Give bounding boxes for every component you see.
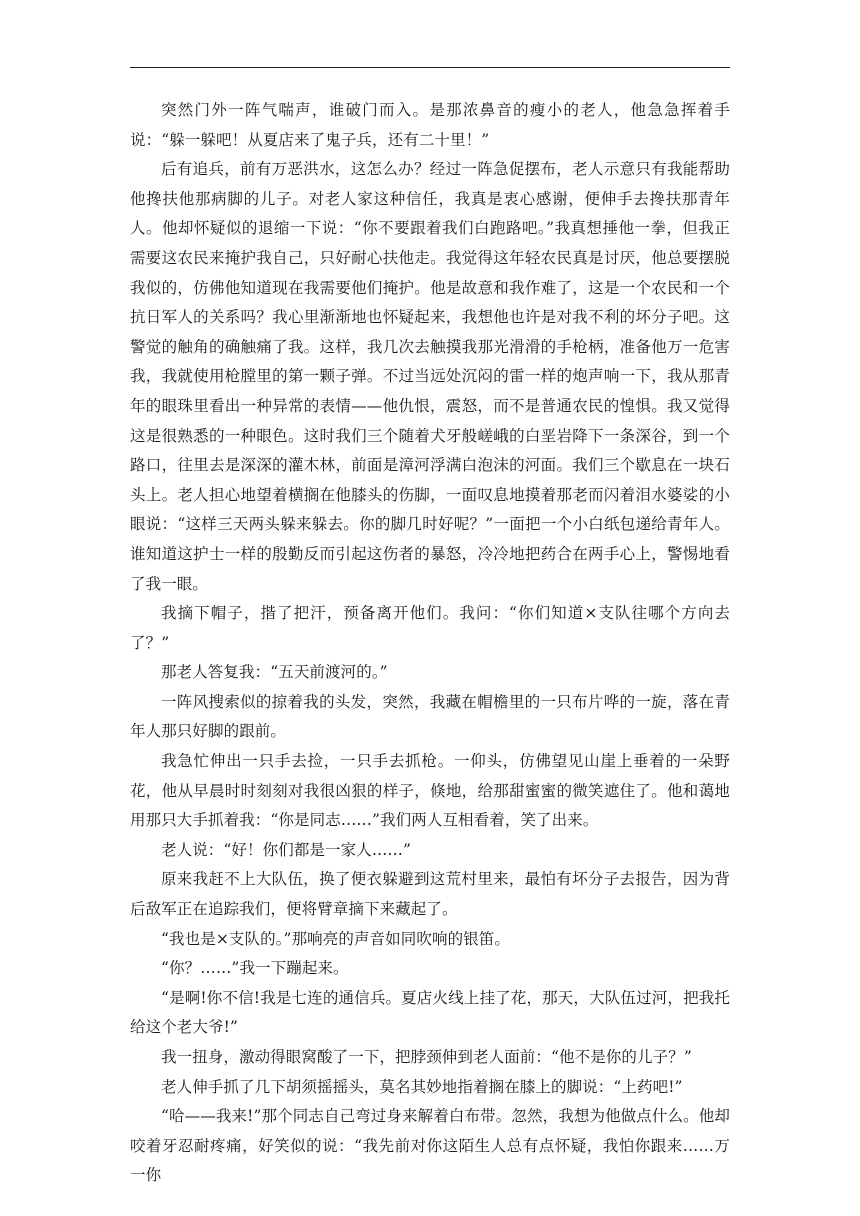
paragraph: “哈——我来!”那个同志自己弯过身来解着白布带。忽然，我想为他做点什么。他却咬着牙忍耐疼痛，好笑似的说：“我先前对你这陌生人总有点怀疑，我怕你跟来……万一你 [130,1107,730,1185]
article-body [130,96,730,1191]
paragraph: 那老人答复我：“五天前渡河的。” [161,663,388,682]
paragraph: “是啊!你不信!我是七连的通信兵。夏店火线上挂了花，那天，大队伍过河，把我托给这个老大爷!” [130,988,730,1037]
paragraph: 我一扭身，激动得眼窝酸了一下，把脖颈伸到老人面前：“他不是你的儿子？” [161,1048,692,1066]
paragraph: 我急忙伸出一只手去捡，一只手去抓枪。一仰头，仿佛望见山崖上垂着的一朵野花，他从早晨时时刻刻对我很凶狠的样子，倏地，给那甜蜜蜜的微笑遮住了。他和蔼地用那只大手抓着我：“你是同志……”我们两人互相看着，笑了出来。 [130,752,730,830]
paragraph: “你？……”我一下蹦起来。 [161,959,349,978]
paragraph: 一阵风搜索似的掠着我的头发，突然，我藏在帽檐里的一只布片哗的一旋，落在青年人那只好脚的跟前。 [130,692,730,741]
header-rule [130,67,730,68]
paragraph: “我也是×支队的。”那响亮的声音如同吹响的银笛。 [161,929,510,948]
paragraph: 突然门外一阵气喘声，谁破门而入。是那浓鼻音的瘦小的老人，他急急挥着手说：“躲一躲吧！从夏店来了鬼子兵，还有二十里！” [130,101,730,149]
paragraph: 我摘下帽子，揩了把汗，预备离开他们。我问：“你们知道×支队往哪个方向去了？” [130,604,730,652]
paragraph: 原来我赶不上大队伍，换了便衣躲避到这荒村里来，最怕有坏分子去报告，因为背后敌军正在追踪我们，便将臂章摘下来藏起了。 [130,870,730,919]
paragraph: 老人说：“好！你们都是一家人……” [161,840,412,859]
paragraph: 后有追兵，前有万恶洪水，这怎么办？经过一阵急促摆布，老人示意只有我能帮助他搀扶他那病脚的儿子。对老人家这种信任，我真是衷心感谢，便伸手去搀扶那青年人。他却怀疑似的退缩一下说：“你不要跟着我们白跑路吧。”我真想捶他一拳，但我正需要这农民来掩护我自己，只好耐心扶他走。我觉得这年轻农民真是讨厌，他总要摆脱我似的，仿佛他知道现在我需要他们掩护。他是故意和我作难了，这是一个农民和一个抗日军人的关系吗？我心里渐渐地也怀疑起来，我想他也许是对我不利的坏分子吧。这警觉的触角的确触痛了我。这样，我几次去触摸我那光滑滑的手枪柄，准备他万一危害我，我就使用枪膛里的第一颗子弹。不过当远处沉闷的雷一样的炮声响一下，我从那青年的眼珠里看出一种异常的表情——他仇恨，震怒，而不是普通农民的惶惧。我又觉得这是很熟悉的一种眼色。这时我们三个随着犬牙般嵯峨的白垩岩降下一条深谷，到一个路口，往里去是深深的灌木林，前面是漳河浮满白泡沫的河面。我们三个歇息在一块石头上。老人担心地望着横搁在他膝头的伤脚，一面叹息地摸着那老而闪着泪水婆娑的小眼说：“这样三天两头躲来躲去。你的脚几时好呢？”一面把一个小白纸包递给青年人。谁知道这护士一样的殷勤反而引起这伤者的暴怒，冷冷地把药合在两手心上，警惕地看了我一眼。 [130,160,730,593]
paragraph: 老人伸手抓了几下胡须摇摇头，莫名其妙地指着搁在膝上的脚说：“上药吧!” [161,1077,683,1096]
